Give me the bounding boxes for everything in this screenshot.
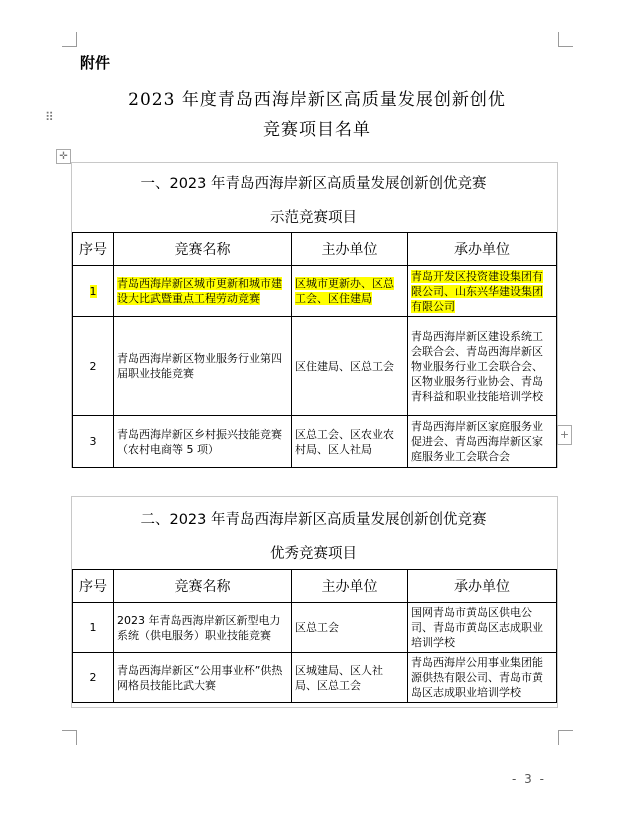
competition-name: 青岛西海岸新区“公用事业杯”供热网格员技能比武大赛 [114, 653, 292, 703]
table-row [73, 317, 557, 416]
table-row [73, 603, 557, 653]
column-header: 主办单位 [292, 233, 408, 266]
table-row [73, 416, 557, 468]
column-header: 主办单位 [292, 570, 408, 603]
row-number: 1 [73, 603, 114, 653]
host-unit: 区总工会、区农业农村局、区人社局 [292, 416, 408, 468]
page-corner-mark [62, 730, 77, 745]
column-header: 竞赛名称 [114, 233, 292, 266]
competition-name-cell [114, 266, 292, 317]
plus-icon[interactable]: + [557, 425, 572, 445]
competition-name: 青岛西海岸新区城市更新和城市建设大比武暨重点工程劳动竞赛 [117, 277, 282, 305]
excellent-competition-table [72, 569, 557, 703]
table-move-icon[interactable]: ✛ [56, 149, 71, 164]
section1-heading-line2: 示范竞赛项目 [270, 210, 357, 226]
column-header: 序号 [73, 233, 114, 266]
column-header: 承办单位 [408, 570, 557, 603]
row-number: 1 [89, 284, 97, 298]
table-header-row [73, 570, 557, 603]
document-title-line2: 竞赛项目名单 [263, 120, 371, 140]
row-number: 2 [73, 653, 114, 703]
document-title-line1: 2023 年度青岛西海岸新区高质量发展创新创优 [128, 90, 506, 110]
organizer-cell [408, 266, 557, 317]
table-header-row [73, 233, 557, 266]
organizer-unit: 国网青岛市黄岛区供电公司、青岛市黄岛区志成职业培训学校 [408, 603, 557, 653]
demo-competition-table [72, 232, 557, 468]
page-number: - 3 - [512, 772, 546, 786]
organizer-unit: 青岛西海岸新区建设系统工会联合会、青岛西海岸新区物业服务行业工会联合会、区物业服务行业协会、青岛青科益和职业技能培训学校 [408, 317, 557, 416]
competition-name: 青岛西海岸新区物业服务行业第四届职业技能竞赛 [114, 317, 292, 416]
table-row [73, 653, 557, 703]
organizer-unit: 青岛西海岸新区家庭服务业促进会、青岛西海岸新区家庭服务业工会联合会 [408, 416, 557, 468]
section1-heading-line1: 一、2023 年青岛西海岸新区高质量发展创新创优竞赛 [140, 176, 487, 192]
host-unit: 区城建局、区人社局、区总工会 [292, 653, 408, 703]
row-number-cell [73, 266, 114, 317]
column-header: 承办单位 [408, 233, 557, 266]
organizer-unit: 青岛西海岸公用事业集团能源供热有限公司、青岛市黄岛区志成职业培训学校 [408, 653, 557, 703]
host-unit: 区城市更新办、区总工会、区住建局 [295, 277, 394, 305]
attachment-label: 附件 [80, 54, 111, 72]
column-header: 竞赛名称 [114, 570, 292, 603]
row-number: 3 [73, 416, 114, 468]
column-header: 序号 [73, 570, 114, 603]
competition-name: 2023 年青岛西海岸新区新型电力系统（供电服务）职业技能竞赛 [114, 603, 292, 653]
row-number: 2 [73, 317, 114, 416]
page-corner-mark [558, 32, 573, 47]
host-unit: 区住建局、区总工会 [292, 317, 408, 416]
drag-handle-icon[interactable]: ⠿ [45, 110, 55, 124]
host-cell [292, 266, 408, 317]
page-corner-mark [62, 32, 77, 47]
page-corner-mark [558, 730, 573, 745]
table-row [73, 266, 557, 317]
section2-heading-line2: 优秀竞赛项目 [270, 546, 357, 562]
competition-name: 青岛西海岸新区乡村振兴技能竞赛（农村电商等 5 项） [114, 416, 292, 468]
host-unit: 区总工会 [292, 603, 408, 653]
section2-heading-line1: 二、2023 年青岛西海岸新区高质量发展创新创优竞赛 [140, 512, 487, 528]
organizer-unit: 青岛开发区投资建设集团有限公司、山东兴华建设集团有限公司 [411, 269, 543, 313]
